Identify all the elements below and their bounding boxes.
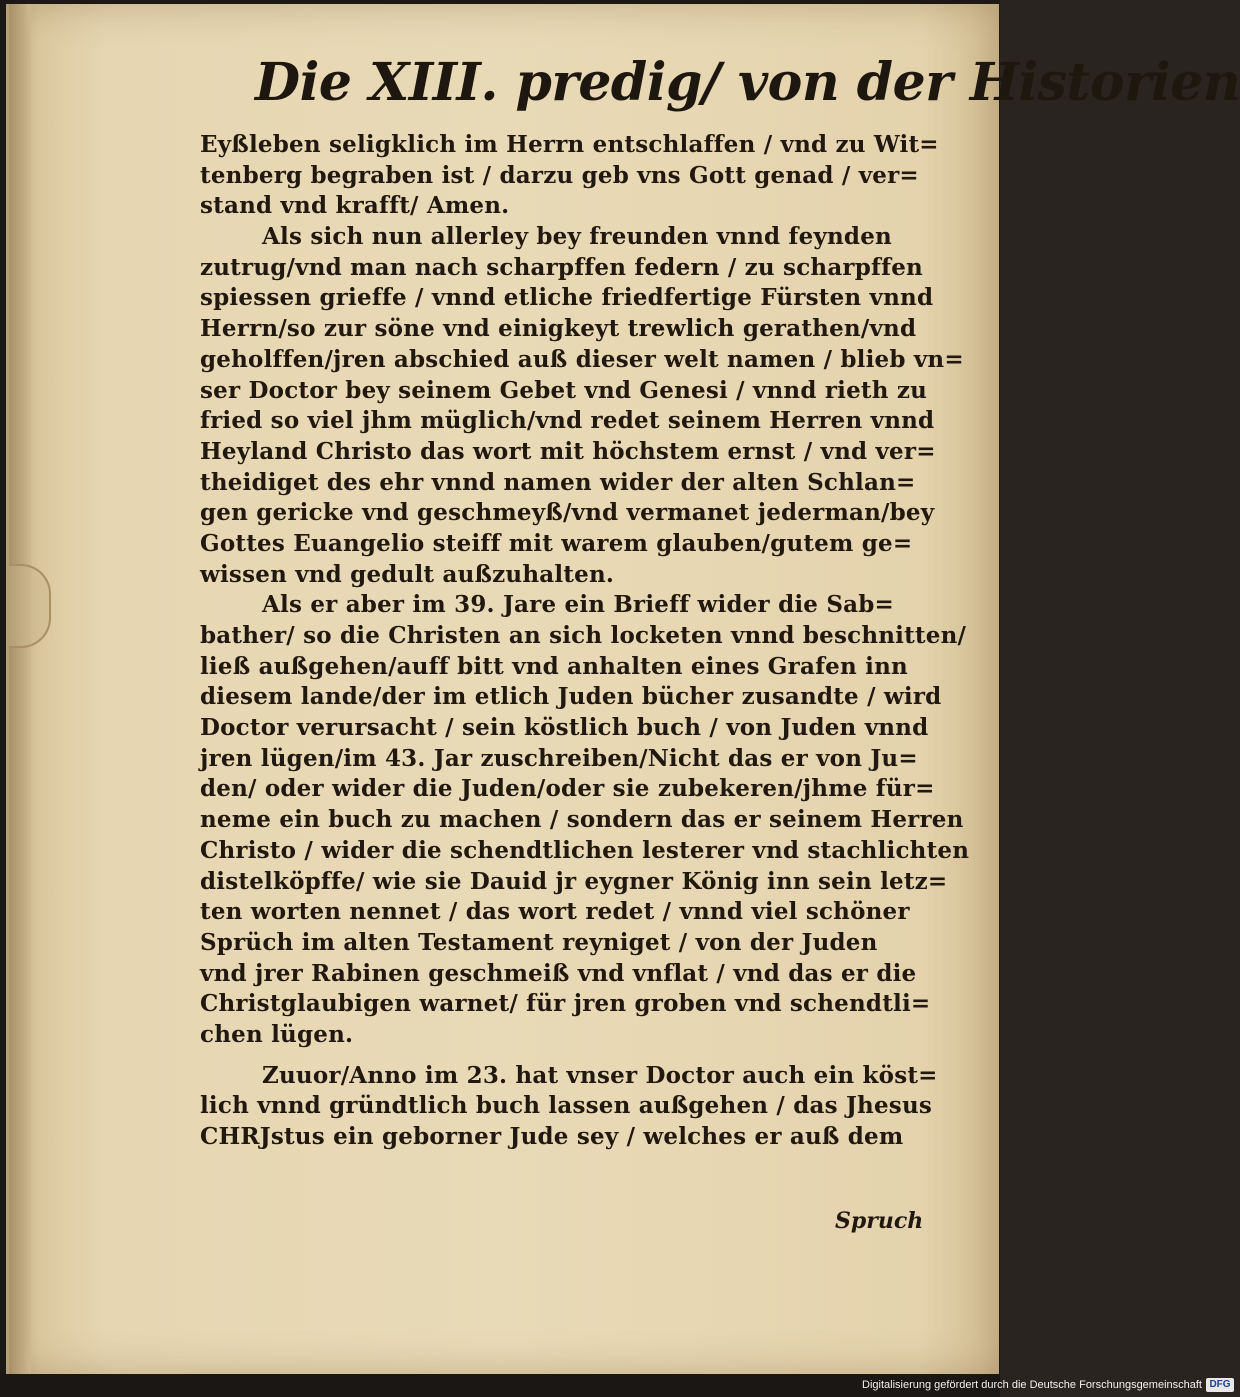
- text-line: bather/ so die Christen an sich locketen vnnd beschnitten/: [200, 622, 967, 649]
- text-line: Doctor verursacht / sein köstlich buch / von Juden vnnd: [200, 714, 929, 742]
- text-line: lich vnnd gründtlich buch lassen außgehen / das Jhesus: [200, 1092, 933, 1120]
- funding-credit: Digitalisierung gefördert durch die Deutsche Forschungsgemeinschaft: [862, 1379, 1202, 1391]
- catchword: Spruch: [835, 1208, 924, 1234]
- text-line: wissen vnd gedult außzuhalten.: [200, 560, 615, 588]
- text-line: Sprüch im alten Testament reyniget / von der Juden: [200, 928, 878, 956]
- text-line: Christo / wider die schendtlichen lesterer vnd stachlichten: [200, 836, 970, 864]
- body-text: [200, 130, 970, 1153]
- dfg-logo-icon: DFG: [1206, 1378, 1234, 1392]
- text-line: distelköpffe/ wie sie Dauid jr eygner König inn sein letz=: [200, 867, 948, 895]
- page-clasp-mark: [9, 564, 51, 648]
- text-line: zutrug/vnd man nach scharpffen federn / zu scharpffen: [200, 253, 923, 281]
- text-line: Eyßleben seligklich im Herrn entschlaffen / vnd zu Wit=: [200, 131, 939, 158]
- text-line: stand vnd krafft/ Amen.: [200, 192, 510, 220]
- text-line: ließ außgehen/auff bitt vnd anhalten eines Grafen inn: [200, 652, 908, 680]
- text-line: diesem lande/der im etlich Juden bücher zusandte / wird: [200, 683, 942, 711]
- text-line: Als er aber im 39. Jare ein Brieff wider die Sab=: [262, 591, 895, 619]
- text-line: jren lügen/im 43. Jar zuschreiben/Nicht das er von Ju=: [200, 744, 918, 772]
- text-line: spiessen grieffe / vnnd etliche friedfertige Fürsten vnnd: [200, 284, 934, 312]
- text-line: neme ein buch zu machen / sondern das er seinem Herren: [200, 806, 964, 834]
- text-line: vnd jrer Rabinen geschmeiß vnd vnflat / vnd das er die: [200, 959, 917, 987]
- text-line: Heyland Christo das wort mit höchstem ernst / vnd ver=: [200, 437, 936, 465]
- text-line: Gottes Euangelio steiff mit warem glauben/gutem ge=: [200, 529, 913, 557]
- text-line: ser Doctor bey seinem Gebet vnd Genesi / vnnd rieth zu: [200, 376, 928, 404]
- text-line: Christglaubigen warnet/ für jren groben vnd schendtli=: [200, 990, 931, 1018]
- text-line: Als sich nun allerley bey freunden vnnd feynden: [262, 223, 892, 251]
- footer-bar: [0, 1374, 1000, 1397]
- text-line: Zuuor/Anno im 23. hat vnser Doctor auch ein köst=: [262, 1061, 938, 1089]
- page-binding-edge: [9, 4, 31, 1374]
- page-heading: Die XIII. predig/ von der Historien: [255, 52, 1240, 113]
- text-line: geholffen/jren abschied auß dieser welt namen / blieb vn=: [200, 345, 964, 373]
- text-line: fried so viel jhm müglich/vnd redet seinem Herren vnnd: [200, 407, 935, 435]
- text-line: theidiget des ehr vnnd namen wider der alten Schlan=: [200, 468, 916, 496]
- text-line: CHRJstus ein geborner Jude sey / welches er auß dem: [200, 1123, 904, 1150]
- text-line: den/ oder wider die Juden/oder sie zubekeren/jhme für=: [200, 775, 935, 803]
- text-line: chen lügen.: [200, 1020, 354, 1048]
- text-line: Herrn/so zur söne vnd einigkeyt trewlich gerathen/vnd: [200, 315, 917, 343]
- text-line: tenberg begraben ist / darzu geb vns Gott genad / ver=: [200, 161, 919, 189]
- text-line: gen gericke vnd geschmeyß/vnd vermanet jederman/bey: [200, 499, 935, 527]
- text-line: ten worten nennet / das wort redet / vnnd viel schöner: [200, 898, 910, 926]
